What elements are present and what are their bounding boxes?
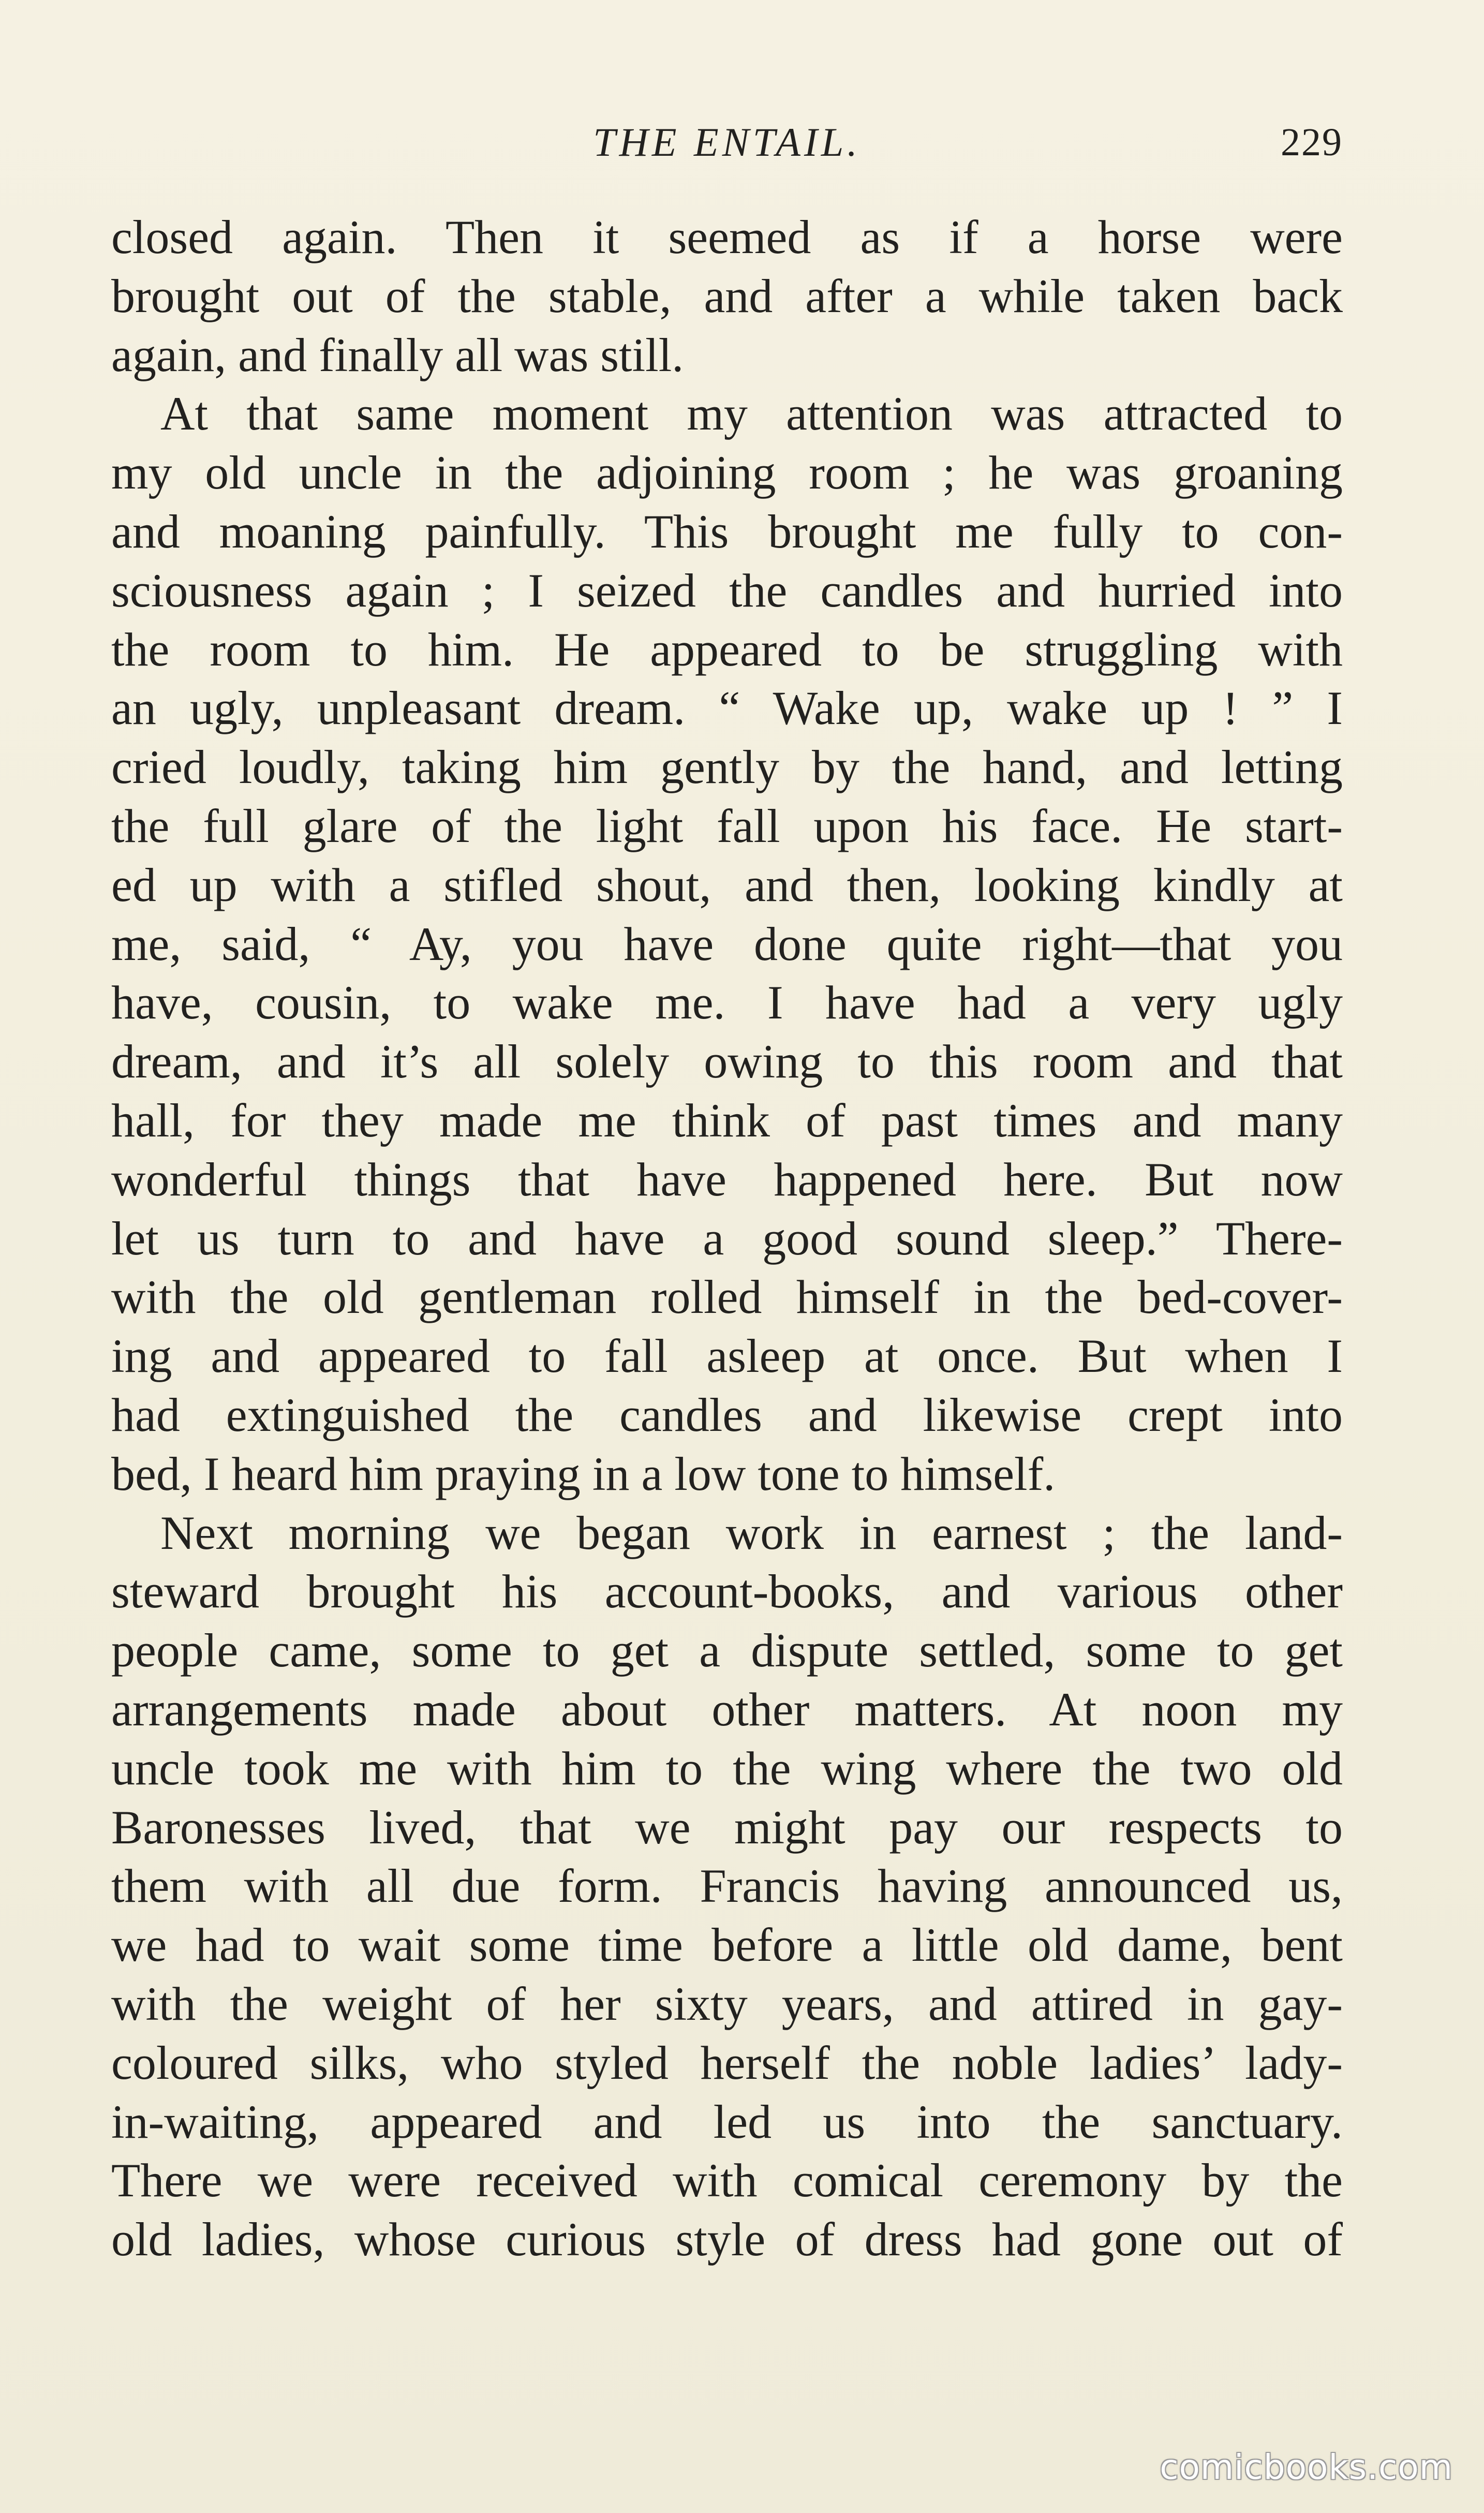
text-line: people came, some to get a dispute settled, some to get — [111, 1624, 1343, 1677]
text-line: with the weight of her sixty years, and attired in gay- — [111, 1977, 1343, 2030]
text-line: sciousness again ; I seized the candles and hurried into — [111, 564, 1343, 617]
body-text — [111, 208, 1343, 2269]
text-line: ed up with a stifled shout, and then, looking kindly at — [111, 858, 1343, 911]
text-line: hall, for they made me think of past times and many — [111, 1093, 1343, 1147]
paragraph-3 — [111, 1504, 1343, 2269]
text-line: brought out of the stable, and after a while taken back — [111, 269, 1343, 322]
running-header — [111, 111, 1343, 173]
text-line: and moaning painfully. This brought me fully to con- — [111, 505, 1343, 558]
text-line: let us turn to and have a good sound sleep.” There- — [111, 1211, 1343, 1265]
text-line: with the old gentleman rolled himself in the bed-cover- — [111, 1270, 1343, 1324]
paragraph-2 — [111, 385, 1343, 1503]
text-line: cried loudly, taking him gently by the hand, and letting — [111, 741, 1343, 794]
text-line: the full glare of the light fall upon his face. He start- — [111, 799, 1343, 852]
text-line: At that same moment my attention was attracted to — [160, 387, 1343, 440]
text-line: me, said, “ Ay, you have done quite right—that you — [111, 917, 1343, 970]
text-line: old ladies, whose curious style of dress had gone out of — [111, 2213, 1343, 2266]
text-line: steward brought his account-books, and various other — [111, 1565, 1343, 1618]
text-line: Baronesses lived, that we might pay our respects to — [111, 1800, 1343, 1854]
chapter-title: THE ENTAIL. — [593, 120, 861, 165]
text-line: an ugly, unpleasant dream. “ Wake up, wake up ! ” I — [111, 682, 1343, 735]
text-line: dream, and it’s all solely owing to this room and that — [111, 1035, 1343, 1088]
text-line: my old uncle in the adjoining room ; he was groaning — [111, 446, 1343, 499]
paragraph-1 — [111, 208, 1343, 385]
text-line: ing and appeared to fall asleep at once. But when I — [111, 1329, 1343, 1383]
text-line: Next morning we began work in earnest ; the land- — [160, 1506, 1343, 1559]
text-line: arrangements made about other matters. At noon my — [111, 1682, 1343, 1736]
text-line: There we were received with comical ceremony by the — [111, 2154, 1343, 2207]
text-line: have, cousin, to wake me. I have had a very ugly — [111, 976, 1343, 1029]
text-line: closed again. Then it seemed as if a horse were — [111, 211, 1343, 263]
text-line: the room to him. He appeared to be struggling with — [111, 623, 1343, 676]
text-line: had extinguished the candles and likewise crept into — [111, 1388, 1343, 1441]
text-line: we had to wait some time before a little old dame, bent — [111, 1918, 1343, 1972]
text-line: wonderful things that have happened here. But now — [111, 1152, 1343, 1206]
watermark: comicbooks.com — [1160, 2447, 1453, 2487]
text-line: in-waiting, appeared and led us into the sanctuary. — [111, 2095, 1343, 2148]
page-number: 229 — [1281, 121, 1343, 164]
text-line: coloured silks, who styled herself the noble ladies’ lady- — [111, 2036, 1343, 2089]
text-line: uncle took me with him to the wing where the two old — [111, 1741, 1343, 1795]
text-line: them with all due form. Francis having announced us, — [111, 1859, 1343, 1913]
text-line: again, and finally all was still. — [111, 328, 684, 381]
text-line: bed, I heard him praying in a low tone to himself. — [111, 1447, 1056, 1500]
